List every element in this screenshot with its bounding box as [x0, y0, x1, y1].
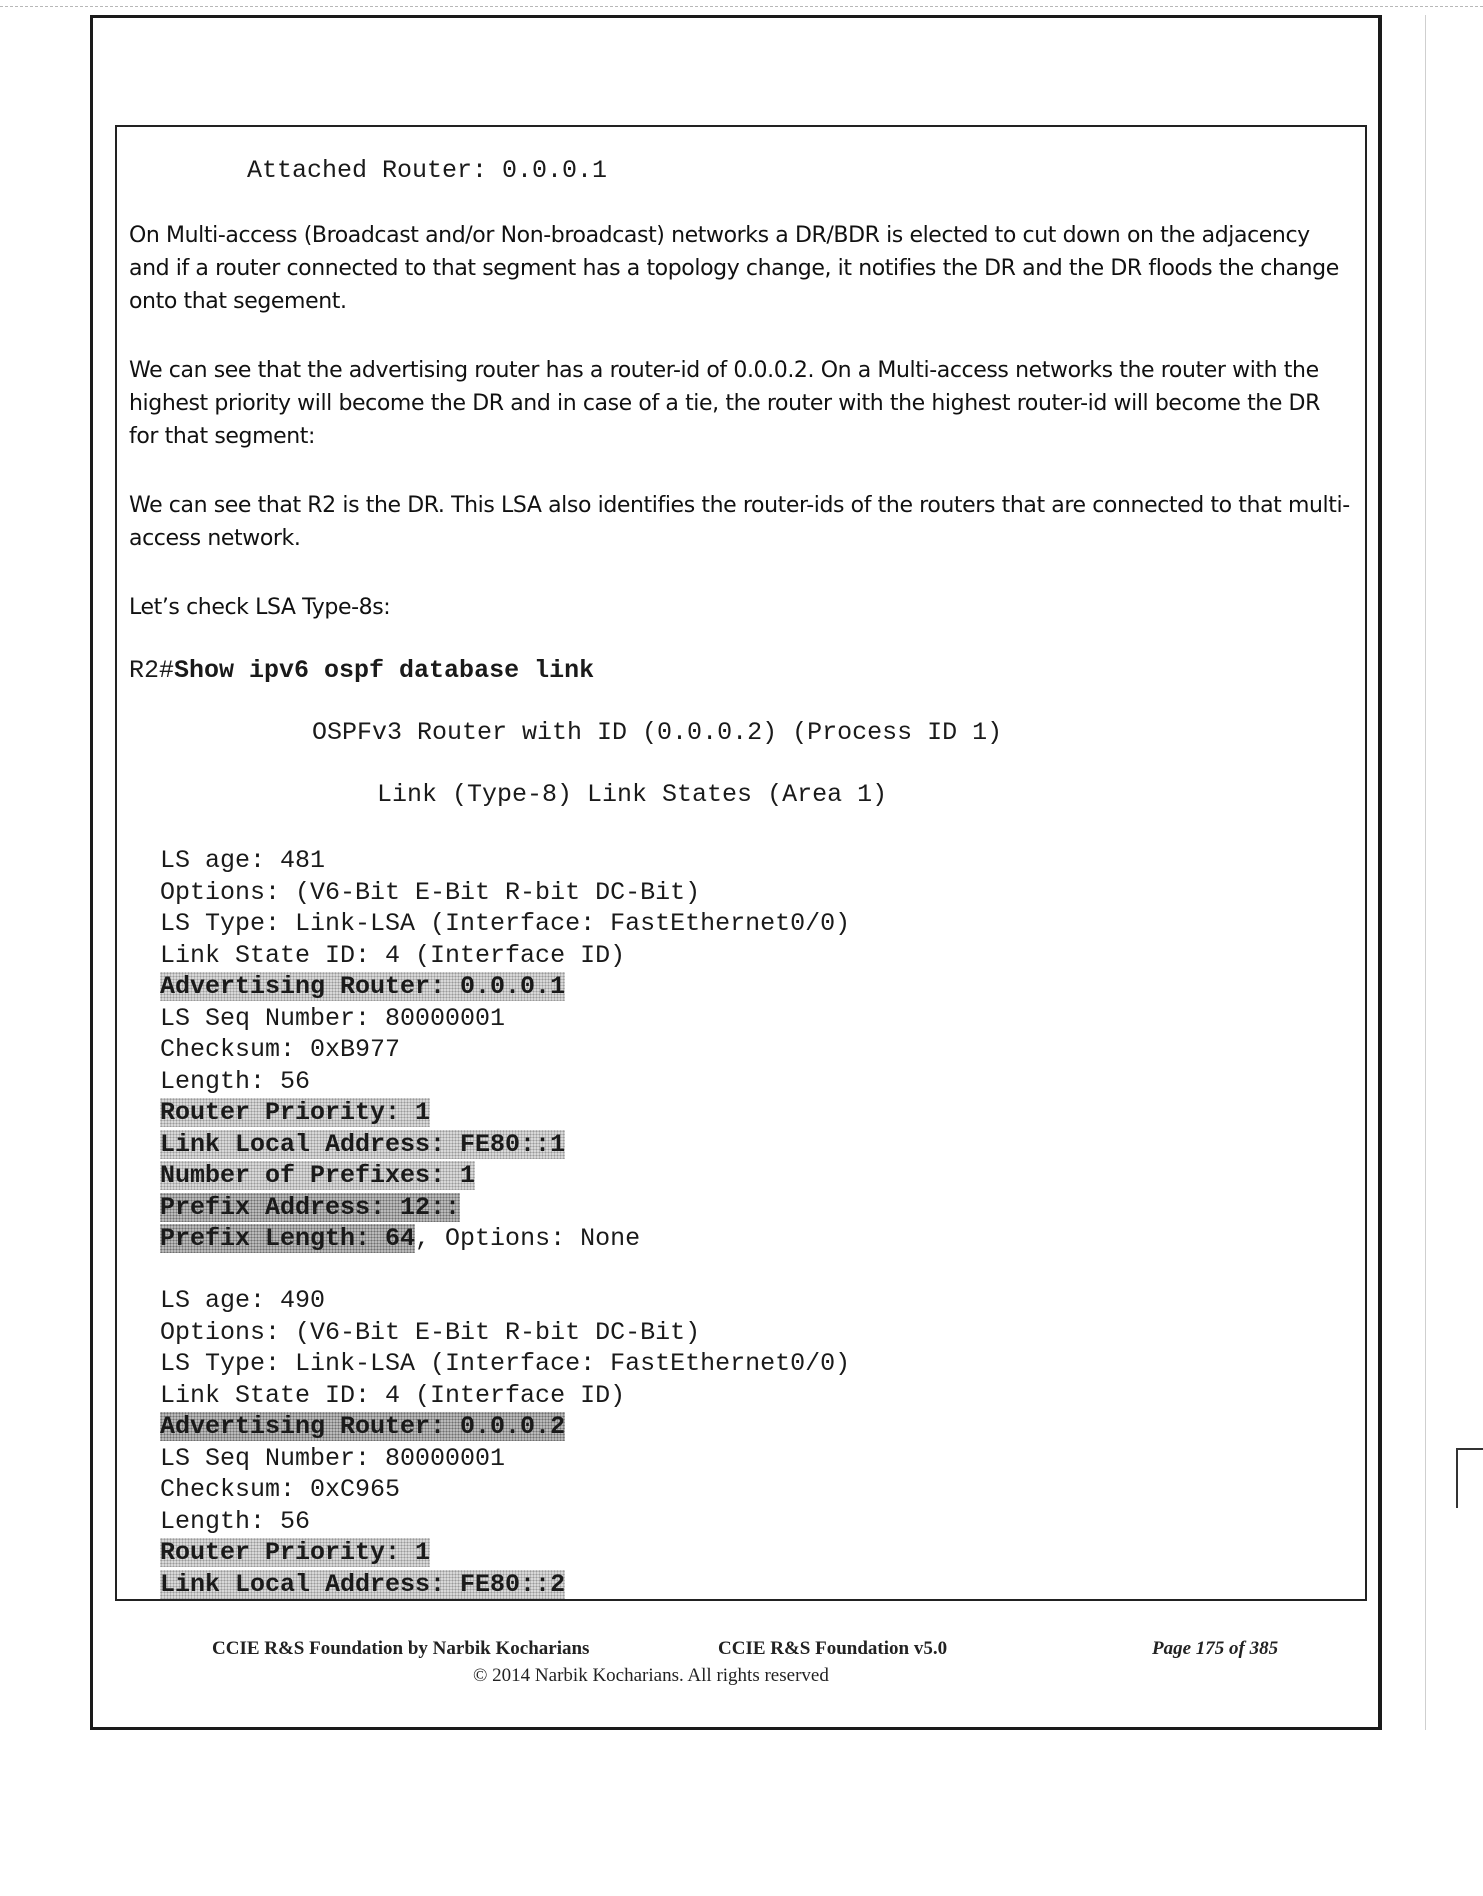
paragraph-check-lsa: Let’s check LSA Type-8s: — [129, 595, 391, 620]
paragraph-advertising-router: We can see that the advertising router has a router-id of 0.0.0.2. On a Multi-access networks the router with the highest priority will become the DR and in case of a tie, the router with the highest router-id will become the DR for that segment: — [129, 358, 1320, 449]
footer-page-number: Page 175 of 385 — [1152, 1638, 1279, 1659]
footer-copyright: © 2014 Narbik Kocharians. All rights reserved — [473, 1665, 829, 1686]
link-states-header: Link (Type-8) Link States (Area 1) — [377, 780, 888, 809]
options: Options: (V6-Bit E-Bit R-bit DC-Bit) — [160, 1317, 701, 1347]
prefix-length-highlight: Prefix Length: 64 — [160, 1224, 416, 1253]
length: Length: 56 — [160, 1506, 311, 1536]
footer-book-title: CCIE R&S Foundation by Narbik Kocharians — [212, 1638, 590, 1659]
content-box — [115, 125, 1367, 1601]
command-prompt: R2# — [129, 656, 175, 685]
scan-tick-mark — [1456, 1448, 1483, 1450]
router-priority-highlight: Router Priority: 1 — [160, 1538, 431, 1567]
prefix-address-highlight: Prefix Address: 12:: — [160, 1192, 461, 1222]
ls-age: LS age: 481 — [160, 846, 326, 875]
paragraph-dr-bdr: On Multi-access (Broadcast and/or Non-broadcast) networks a DR/BDR is elected to cut down on the adjacency and if a router connected to that segment has a topology change, it notifies the DR and the DR floods the change onto that segement. — [129, 223, 1339, 314]
ls-seq-number: LS Seq Number: 80000001 — [160, 1003, 506, 1033]
advertising-router-highlight: Advertising Router: 0.0.0.2 — [160, 1412, 566, 1441]
scan-tick-mark-vertical — [1456, 1448, 1458, 1508]
link-state-id: Link State ID: 4 (Interface ID) — [160, 1380, 626, 1410]
lsa-entry-1 — [160, 845, 850, 1255]
ls-type: LS Type: Link-LSA (Interface: FastEthernet0/0) — [160, 1349, 851, 1378]
length: Length: 56 — [160, 1066, 311, 1096]
options: Options: (V6-Bit E-Bit R-bit DC-Bit) — [160, 877, 701, 907]
scan-margin-line — [1425, 15, 1426, 1730]
link-local-address-highlight: Link Local Address: FE80::1 — [160, 1129, 566, 1159]
paragraph-r2-is-dr: We can see that R2 is the DR. This LSA also identifies the router-ids of the routers that are connected to that multi-access network. — [129, 493, 1350, 551]
ls-seq-number: LS Seq Number: 80000001 — [160, 1443, 506, 1473]
ls-type: LS Type: Link-LSA (Interface: FastEthernet0/0) — [160, 909, 851, 938]
link-local-address-highlight: Link Local Address: FE80::2 — [160, 1569, 566, 1599]
ospf-router-header: OSPFv3 Router with ID (0.0.0.2) (Process ID 1) — [312, 718, 1003, 747]
number-of-prefixes-highlight: Number of Prefixes: 1 — [160, 1161, 476, 1190]
advertising-router-highlight: Advertising Router: 0.0.0.1 — [160, 972, 566, 1001]
link-state-id: Link State ID: 4 (Interface ID) — [160, 940, 626, 970]
command-text: Show ipv6 ospf database link — [174, 656, 595, 685]
footer-version: CCIE R&S Foundation v5.0 — [718, 1638, 948, 1659]
lsa-entry-2 — [160, 1285, 850, 1600]
checksum: Checksum: 0xC965 — [160, 1475, 401, 1504]
prefix-options: , Options: None — [415, 1224, 641, 1253]
scan-top-edge — [0, 6, 1483, 7]
command-line — [129, 655, 594, 687]
checksum: Checksum: 0xB977 — [160, 1035, 401, 1064]
ls-age: LS age: 490 — [160, 1286, 326, 1315]
router-priority-highlight: Router Priority: 1 — [160, 1098, 431, 1127]
attached-router-line: Attached Router: 0.0.0.1 — [247, 156, 608, 185]
